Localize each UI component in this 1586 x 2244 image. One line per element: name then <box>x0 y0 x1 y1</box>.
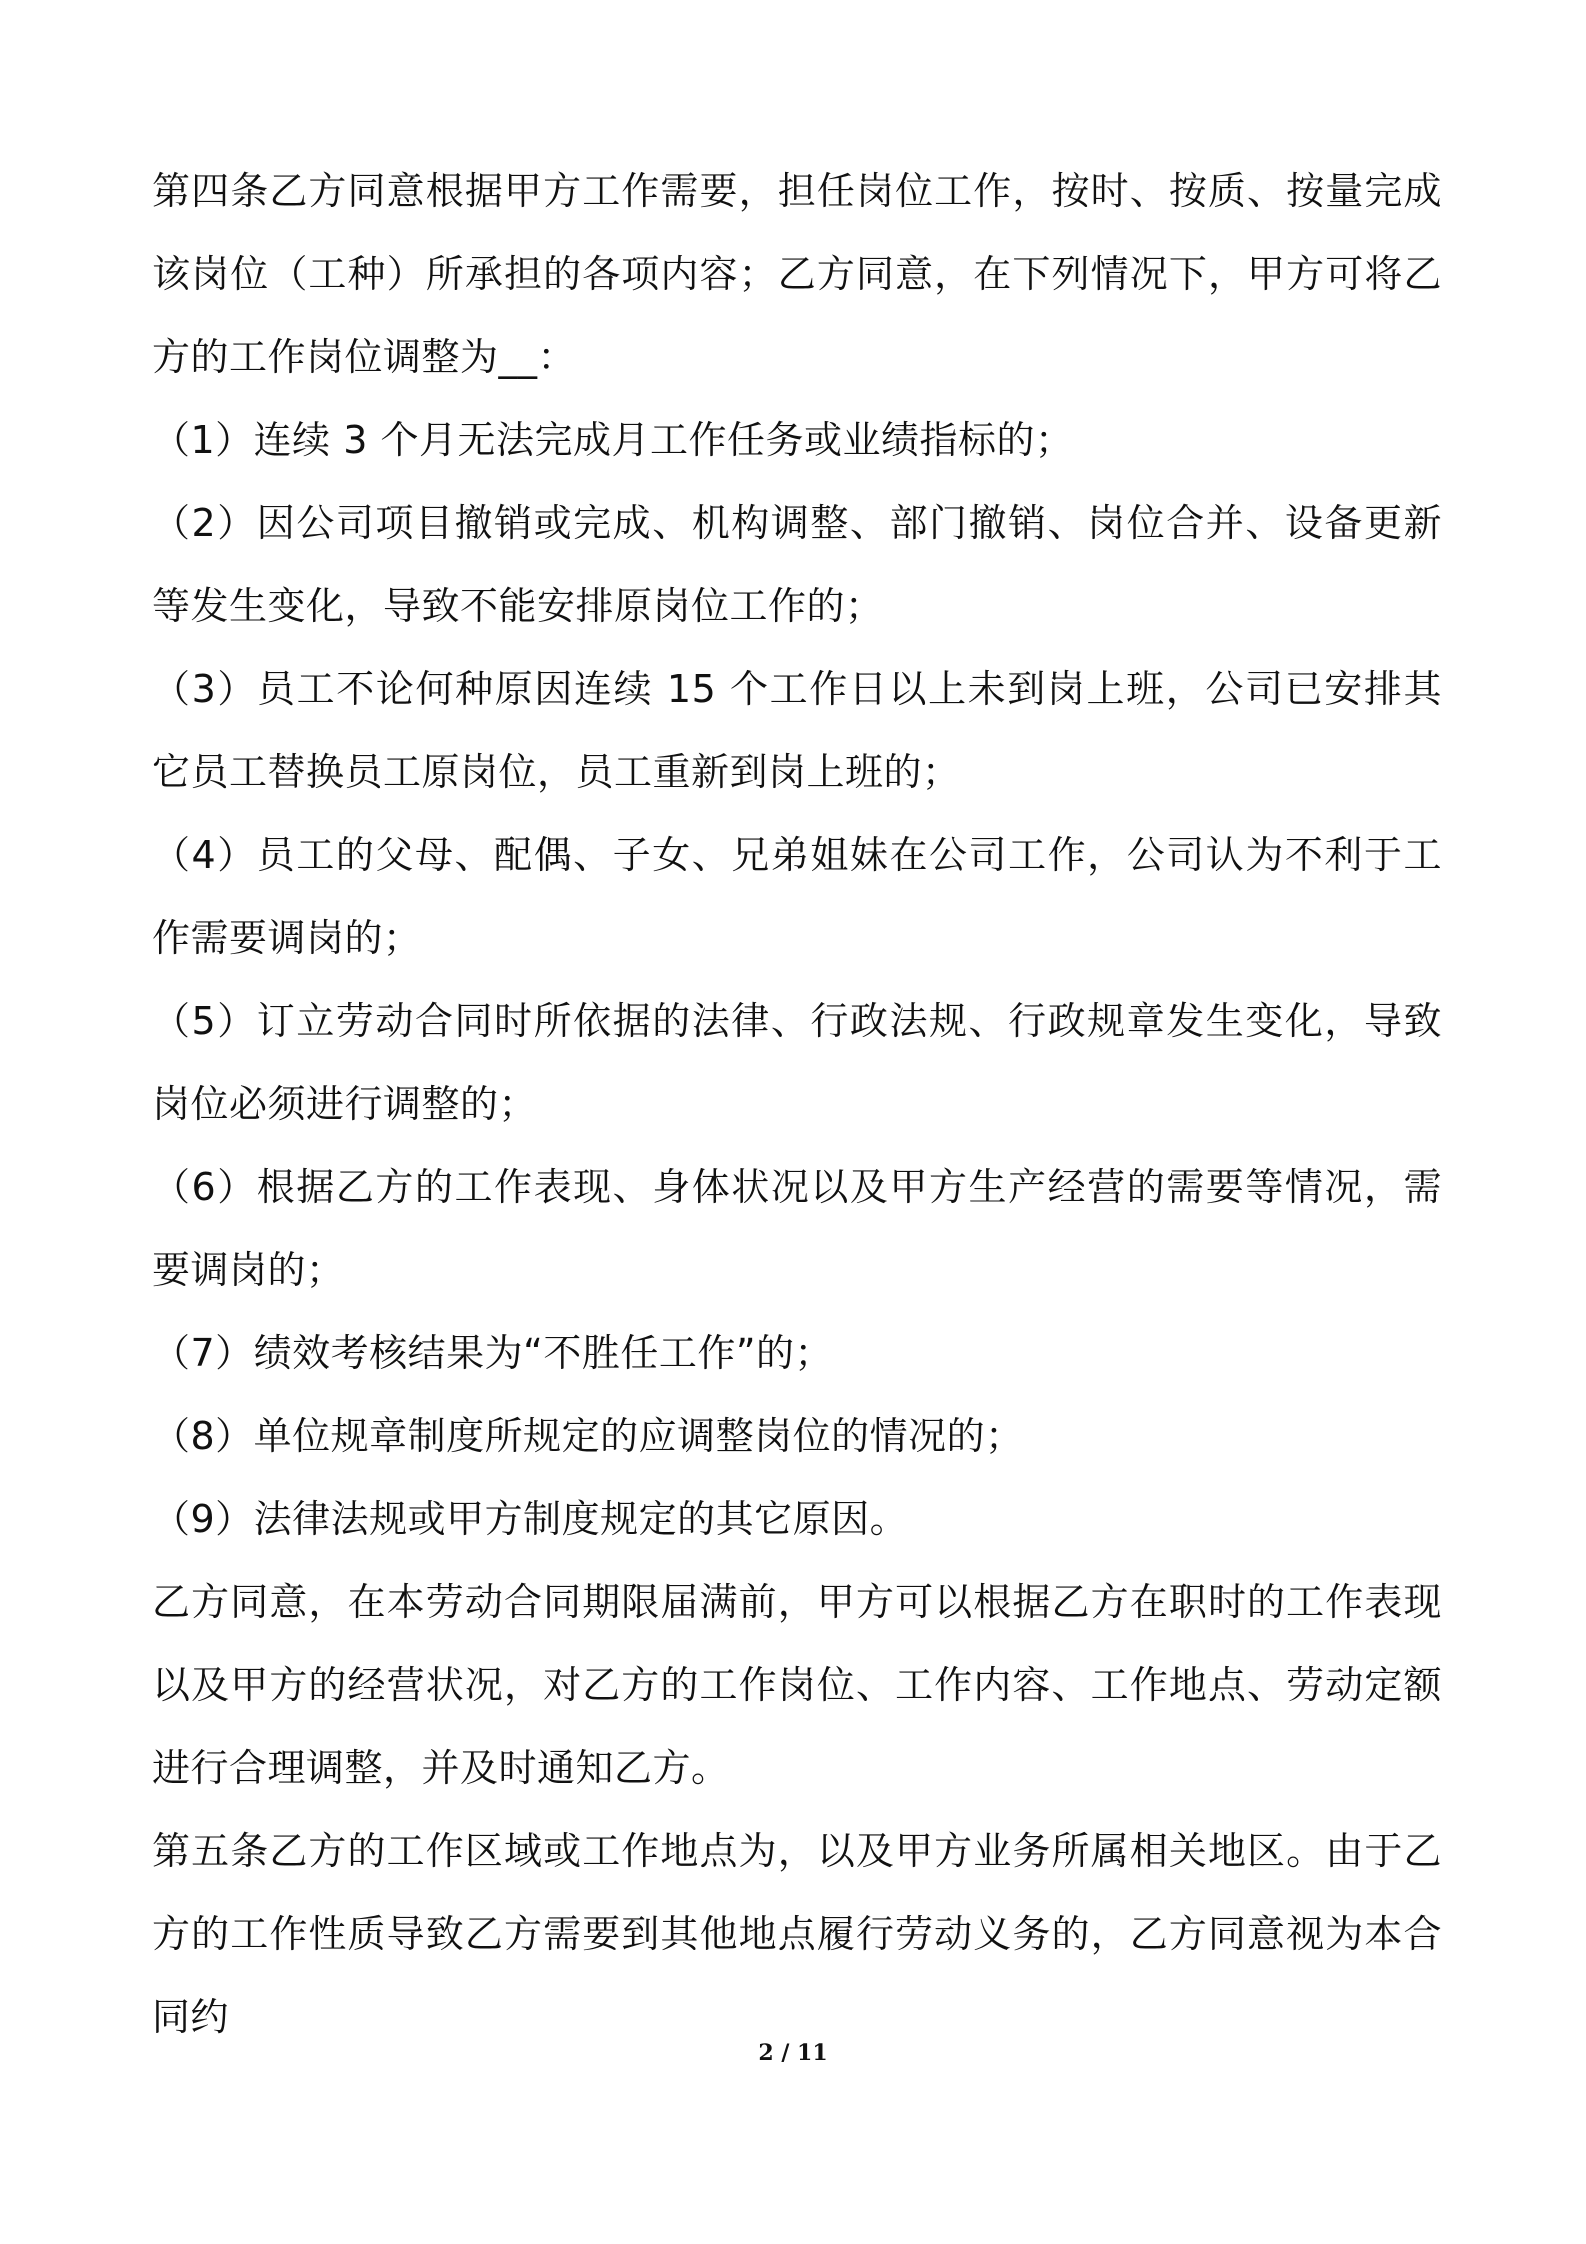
article-4-intro: 第四条乙方同意根据甲方工作需要，担任岗位工作，按时、按质、按量完成该岗位（工种）所承担的各项内容；乙方同意，在下列情况下，甲方可将乙方的工作岗位调整为__： <box>152 169 1442 379</box>
list-item: （5）订立劳动合同时所依据的法律、行政法规、行政规章发生变化，导致岗位必须进行调整的； <box>152 999 1442 1126</box>
list-item: （7）绩效考核结果为“不胜任工作”的； <box>152 1331 834 1375</box>
list-item: （1）连续 3 个月无法完成月工作任务或业绩指标的； <box>152 418 1074 462</box>
list-item: （8）单位规章制度所规定的应调整岗位的情况的； <box>152 1414 1024 1458</box>
list-item: （2）因公司项目撤销或完成、机构调整、部门撤销、岗位合并、设备更新等发生变化，导致不能安排原岗位工作的； <box>152 501 1442 628</box>
list-item: （9）法律法规或甲方制度规定的其它原因。 <box>152 1497 909 1541</box>
list-item: （6）根据乙方的工作表现、身体状况以及甲方生产经营的需要等情况，需要调岗的； <box>152 1165 1442 1292</box>
list-item: （4）员工的父母、配偶、子女、兄弟姐妹在公司工作，公司认为不利于工作需要调岗的； <box>152 833 1442 960</box>
consent-paragraph: 乙方同意，在本劳动合同期限届满前，甲方可以根据乙方在职时的工作表现以及甲方的经营状况，对乙方的工作岗位、工作内容、工作地点、劳动定额进行合理调整，并及时通知乙方。 <box>152 1580 1442 1790</box>
list-item: （3）员工不论何种原因连续 15 个工作日以上未到岗上班，公司已安排其它员工替换员工原岗位，员工重新到岗上班的； <box>152 667 1442 794</box>
document-body <box>152 150 1442 2059</box>
page-number: 2 / 11 <box>758 2040 828 2066</box>
article-5-intro: 第五条乙方的工作区域或工作地点为，以及甲方业务所属相关地区。由于乙方的工作性质导致乙方需要到其他地点履行劳动义务的，乙方同意视为本合同约 <box>152 1829 1442 2039</box>
